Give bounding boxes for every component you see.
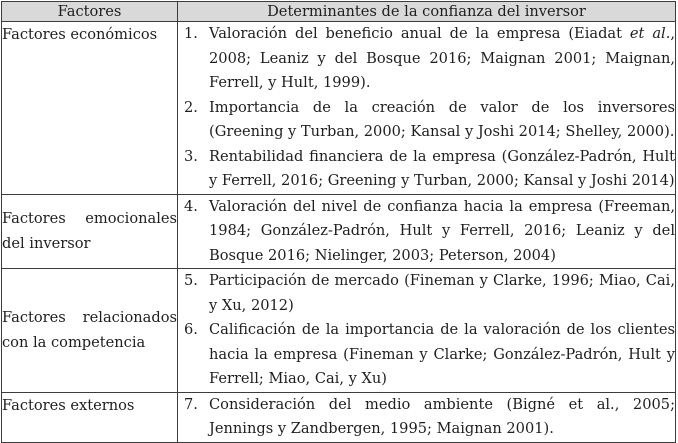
item-number: 4.: [184, 197, 198, 215]
item-text: Valoración del beneficio anual de la empresa (Eiadat et al., 2008; Leaniz y del Bosque 2016; Maignan 2001; Maignan, Ferrell, y Hult, 1999).: [209, 25, 675, 91]
factors-table: [1, 1, 676, 443]
item-number: 6.: [184, 321, 198, 338]
table-row: [2, 392, 676, 442]
item-text: Rentabilidad financiera de la empresa (González-Padrón, Hult y Ferrell, 2016; Greening y Turban, 2000; Kansal y Joshi 2014): [209, 147, 675, 189]
items-cell: [178, 194, 676, 269]
category-cell: Factores emocionales del inversor: [2, 194, 178, 269]
item-number: 2.: [184, 98, 198, 116]
item-number: 1.: [184, 25, 198, 42]
list-item: [178, 318, 675, 392]
category-cell: Factores relacionados con la competencia: [2, 269, 178, 393]
item-italic: et al.: [629, 25, 671, 42]
item-text: Importancia de la creación de valor de los inversores (Greening y Turban, 2000; Kansal y Joshi 2014; Shelley, 2000).: [209, 98, 675, 140]
item-number: 5.: [184, 272, 198, 289]
list-item: [178, 393, 675, 442]
item-number: 3.: [184, 147, 198, 165]
list-item: [178, 145, 675, 194]
table-row: [2, 22, 676, 195]
list-item: [178, 96, 675, 145]
item-text: Calificación de la importancia de la valoración de los clientes hacia la empresa (Fineman y Clarke; González-Padrón, Hult y Ferrell; Miao, Cai, y Xu): [209, 321, 675, 387]
list-item: [178, 269, 675, 318]
list-item: [178, 22, 675, 96]
item-text: Valoración del nivel de confianza hacia la empresa (Freeman, 1984; González-Padrón, Hult y Ferrell, 2016; Leaniz y del Bosque 2016; Nielinger, 2003; Peterson, 2004): [209, 197, 675, 264]
list-item: [178, 195, 675, 269]
table-row: [2, 269, 676, 393]
category-cell: Factores externos: [2, 392, 178, 442]
table-header-row: [2, 2, 676, 22]
item-text: Participación de mercado (Fineman y Clarke, 1996; Miao, Cai, y Xu, 2012): [209, 272, 675, 314]
table-row: [2, 194, 676, 269]
item-text: Consideración del medio ambiente (Bigné et al., 2005; Jennings y Zandbergen, 1995; Maignan 2001).: [209, 395, 675, 437]
header-determinantes: Determinantes de la confianza del inversor: [178, 2, 676, 22]
item-number: 7.: [184, 395, 198, 413]
items-cell: [178, 392, 676, 442]
category-cell: Factores económicos: [2, 22, 178, 195]
items-cell: [178, 269, 676, 393]
header-factores: Factores: [2, 2, 178, 22]
items-cell: [178, 22, 676, 195]
